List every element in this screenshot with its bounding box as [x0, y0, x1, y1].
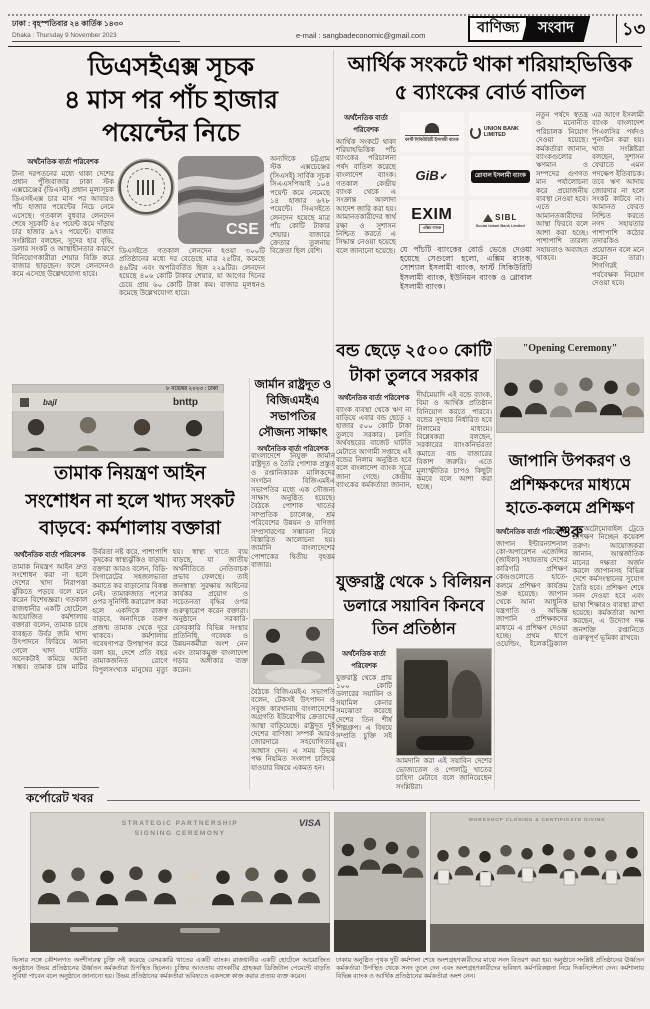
shariah-text-4: এর আগে ইসলামী ব্যাংক বাংলাদেশ পিএলসির পর্ষদও পুনর্গঠন করা হয়। খাত সংশ্লিষ্টরা বলছেন, সুশাসন ফেরাতে এমন পদক্ষেপ ইতিবাচক। তবে ঋণ আদায় জোরদার না হলে সংকট কাটবে না। আমানত ফেরত নিশ্চিত করতে নগদ সহায়তার পাশাপাশি কঠোর তদারকিও প্রয়োজন বলে মনে করেন তারা। শিগগিরই পর্যবেক্ষক নিয়োগ দেওয়া হবে।	[592, 112, 644, 288]
global-islami-bank-label: গ্লোবাল ইসলামী ব্যাংক	[471, 170, 530, 183]
global-islami-bank-logo	[469, 156, 533, 196]
dsex-headline	[12, 51, 330, 150]
dateline	[12, 19, 180, 42]
shariah-headline	[336, 51, 644, 107]
workshop-banner-org: bajl	[43, 397, 57, 407]
sibl-logo	[469, 200, 533, 240]
certificate-photo	[430, 812, 644, 952]
certificate-photo-figures	[430, 830, 644, 952]
german-headline-line1: জার্মান রাষ্ট্রদূত ও	[254, 379, 332, 391]
corporate-caption-left: ভিসার সঙ্গে কৌশলগত অংশীদারত্ব চুক্তি সই করেছে বেসরকারি খাতের একটি ব্যাংক। রাজধানীর একটি হোটেলে আয়োজিত অনুষ্ঠানে উভয় প্রতিষ্ঠানের ঊর্ধ্বতন কর্মকর্তারা উপস্থিত ছিলেন। চুক্তির আওতায় ব্যাংকটির গ্রাহকরা ডিজিটাল পেমেন্টে বাড়তি সুবিধা পাবেন বলে অনুষ্ঠানে জানানো হয়। উভয় প্রতিষ্ঠানের কর্মকর্তারা ভবিষ্যতে একসঙ্গে কাজ করার প্রত্যয় ব্যক্ত করেন।	[12, 957, 330, 981]
shariah-headline-line2: ৫ ব্যাংকের বোর্ড বাতিল	[394, 81, 586, 104]
shariah-body	[336, 112, 644, 334]
bond-byline: অর্থনৈতিক বার্তা পরিবেশক	[338, 395, 410, 402]
bond-text: ব্যাংক ব্যবস্থা থেকে ঋণ না বাড়িয়ে এবার বন্ড ছেড়ে ২ হাজার ৫০০ কোটি টাকা তুলবে সরকার। চলতি অর্থবছরের বাজেট ঘাটতি মেটাতে আগামী সপ্তাহে এই বন্ডের নিলাম অনুষ্ঠিত হবে বলে বাংলাদেশ ব্যাংক সূত্রে জানা গেছে। কেন্দ্রীয় ব্যাংকের কর্মকর্তারা জানান, দীর্ঘমেয়াদি এই বন্ডে ব্যাংক, বিমা ও আর্থিক প্রতিষ্ঠান বিনিয়োগ করতে পারবে। বন্ডের সুদহার নির্ধারিত হবে নিলামের মাধ্যমে। বিশ্লেষকরা বলছেন, সরকারের ব্যাংকনির্ভরতা কমাতে বন্ড বাজারের বিকাশ জরুরি। এতে মূল্যস্ফীতির চাপও কিছুটা কমবে বলে আশা করা হচ্ছে।	[336, 392, 492, 492]
shariah-text-3: নতুন পর্ষদে স্বতন্ত্র ও মনোনীত পরিচালক নিয়োগ দেওয়া হয়েছে। কর্মকর্তারা জানান, ব্যাংকগুলোর ঋণমান ও সম্পদের গুণগত মান পর্যালোচনা করে প্রয়োজনীয় ব্যবস্থা নেওয়া হবে। এতে আমানতকারীদের আস্থা ফিরবে বলে আশা করা হচ্ছে। পাশাপাশি তারল্য সহায়তাও অব্যাহত থাকবে।	[536, 112, 588, 262]
header-rule	[8, 46, 642, 47]
union-bank-label: UNION BANK LIMITED	[483, 126, 519, 138]
cse-logo-graphic	[178, 156, 264, 244]
opening-ceremony-banner: "Opening Ceremony"	[496, 337, 644, 359]
exim-bank-logo	[400, 200, 464, 240]
first-security-bank-logo	[400, 112, 464, 152]
german-meeting-photo	[253, 619, 334, 684]
sibl-mountain-icon	[483, 214, 493, 222]
workshop-photo-date: ৮ নভেম্বর ২০২৩ : ঢাকা	[166, 386, 218, 392]
corporate-photo-2-figures	[334, 812, 426, 952]
german-photo-figures	[253, 619, 334, 684]
bond-body	[336, 392, 492, 568]
sibl-label: SIBL	[495, 212, 518, 222]
masthead-secondary-label: সংবাদ	[538, 20, 575, 36]
dse-building-icon	[137, 180, 155, 195]
column-rule	[494, 338, 495, 790]
exim-label: EXIM	[411, 206, 453, 223]
masthead-primary: বাণিজ্য	[468, 16, 528, 42]
soybean-column-1	[336, 648, 392, 792]
arch-icon	[425, 123, 439, 133]
corporate-caption-right: ঢাকায় অনুষ্ঠিত পৃথক দুটি কর্মশালা শেষে অংশগ্রহণকারীদের মাঝে সনদ বিতরণ করা হয়। অনুষ্ঠানে সংশ্লিষ্ট প্রতিষ্ঠানের ঊর্ধ্বতন কর্মকর্তারা উপস্থিত থেকে সনদ তুলে দেন এবং অংশগ্রহণকারীদের ভবিষ্যৎ কর্মপরিকল্পনা নিয়ে দিকনির্দেশনা দেন। কর্মশালায় বিভিন্ন ব্যাংক ও আর্থিক প্রতিষ্ঠানের কর্মকর্তারা অংশ নেন।	[336, 957, 644, 981]
japan-body	[496, 526, 644, 791]
dsex-column-1	[12, 156, 114, 378]
visa-banner-line2: SIGNING CEREMONY	[134, 829, 226, 837]
german-text-2: বৈঠকে বিজিএমইএ সভাপতি বলেন, টেকসই উৎপাদন ও সবুজ কারখানায় বাংলাদেশের অগ্রগতি ইউরোপীয় ক্রেতাদের আস্থা বাড়িয়েছে। রাষ্ট্রদূত দুই দেশের বাণিজ্য সম্পর্ক আরও জোরদারে সহযোগিতার আশ্বাস দেন। এ সময় উভয় পক্ষ নিয়মিত সংলাপ চালিয়ে যাওয়ার বিষয়ে একমত হন।	[251, 689, 335, 772]
svg-text:CSE: CSE	[226, 221, 259, 238]
union-bank-icon	[470, 126, 481, 139]
shariah-text-1: আর্থিক সংকটে থাকা শরিয়াহভিত্তিক পাঁচ ব্যাংকের পরিচালনা পর্ষদ বাতিল করেছে বাংলাদেশ ব্যাংক। গতকাল কেন্দ্রীয় ব্যাংক থেকে এ সংক্রান্ত আলাদা আদেশ জারি করা হয়। আমানতকারীদের স্বার্থ রক্ষা ও সুশাসন নিশ্চিত করতে এ সিদ্ধান্ত নেওয়া হয়েছে বলে জানানো হয়েছে।	[336, 138, 396, 255]
column-rule	[249, 378, 250, 790]
dateline-english: Dhaka : Thursday 9 November 2023	[12, 32, 117, 39]
workshop-photo-banner	[12, 393, 224, 411]
soybean-column-2	[396, 648, 492, 792]
soybean-body	[336, 648, 492, 792]
soybean-headline	[336, 571, 492, 642]
masthead	[468, 16, 587, 42]
dsex-text-1: টানা দরপতনের মধ্যে থাকা দেশের প্রধান পুঁজিবাজার ঢাকা স্টক এক্সচেঞ্জের (ডিএসই) প্রধান মূল্যসূচক ডিএসইএক্স চার মাস পর আবারও পাঁচ হাজার পয়েন্টের নিচে নেমে এসেছে। গতকাল বুধবার লেনদেন শেষে সূচকটি ৪৫ পয়েন্ট কমে দাঁড়ায় চার হাজার ৯৭২ পয়েন্টে। বাজার সংশ্লিষ্টরা বলছেন, সুদের হার বৃদ্ধি, ডলার সংকট ও আস্থাহীনতার কারণে বিনিয়োগকারীরা শেয়ার বিক্রি করে বাজার ছাড়ছেন। ফলে লেনদেনও কমে এসেছে উল্লেখযোগ্য হারে।	[12, 170, 114, 279]
sibl-sub-label: Social Islami Bank Limited	[475, 222, 525, 228]
dsex-text-3: অন্যদিকে চট্টগ্রাম স্টক এক্সচেঞ্জের (সিএসই) সার্বিক সূচক সিএএসপিআই ১০৪ পয়েন্ট কমে নেমেছে ১৪ হাজার ৬৭৮ পয়েন্টে। সিএসইতে লেনদেন হয়েছে মাত্র পাঁচ কোটি টাকার শেয়ার। বাজারে ক্রেতার তুলনায় বিক্রেতা ছিল বেশি।	[270, 156, 330, 256]
dsex-text-2: ডিএসইতে গতকাল লেনদেন হওয়া ৩০০টি প্রতিষ্ঠানের মধ্যে দর বেড়েছে মাত্র ২৫টির, কমেছে ৪৬টির এবং অপরিবর্তিত ছিল ২২৯টির। লেনদেন হয়েছে ৪০৬ কোটি টাকার শেয়ার, যা আগের দিনের চেয়ে প্রায় ৬০ কোটি টাকা কম। বাজার মূলধনও কমেছে উল্লেখযোগ্য হারে।	[119, 248, 265, 298]
exchange-logos	[119, 156, 265, 244]
german-headline-line3: সভাপতির	[270, 411, 316, 423]
german-byline: অর্থনৈতিক বার্তা পরিবেশক	[257, 446, 329, 453]
bank-logos	[400, 112, 532, 240]
cse-logo	[178, 156, 264, 244]
visa-photo-figures	[30, 857, 330, 952]
tobacco-headline	[12, 459, 248, 542]
soybean-headline-line2: ডলারে সয়াবিন কিনবে	[343, 597, 485, 615]
dateline-bangla: ঢাকা : বৃহস্পতিবার ২৪ কার্তিক ১৪৩০	[12, 19, 124, 28]
tobacco-body	[12, 549, 248, 792]
tobacco-headline-line2: সংশোধন না হলে খাদ্য সংকট	[25, 489, 235, 511]
workshop-people-figures	[12, 411, 224, 458]
soybean-byline: অর্থনৈতিক বার্তা পরিবেশক	[342, 651, 386, 670]
shariah-center-column	[400, 112, 532, 334]
german-text-1: বাংলাদেশে নিযুক্ত জার্মান রাষ্ট্রদূত ও তৈরি পোশাক প্রস্তুত ও রপ্তানিকারক মালিকদের সংগঠন বিজিএমইএ সভাপতির মধ্যে এক সৌজন্য সাক্ষাৎ অনুষ্ঠিত হয়েছে। বৈঠকে পোশাক খাতের সাম্প্রতিক চ্যালেঞ্জ, শ্রম পরিবেশের উন্নয়ন ও বাণিজ্য সম্প্রসারণের সম্ভাবনা নিয়ে বিস্তারিত আলোচনা হয়। জার্মানি বাংলাদেশের পোশাকের দ্বিতীয় বৃহত্তম বাজার।	[251, 453, 335, 570]
exim-sub-label: এক্সিম ব্যাংক	[419, 224, 444, 233]
shariah-column-1	[336, 112, 396, 334]
soybean-headline-line1: যুক্তরাষ্ট্র থেকে ১ বিলিয়ন	[336, 574, 492, 591]
tobacco-headline-line3: বাড়বে: কর্মশালায় বক্তারা	[39, 517, 221, 538]
workshop-banner-brand: bnttp	[173, 396, 198, 408]
dsex-byline: অর্থনৈতিক বার্তা পরিবেশক	[27, 159, 99, 166]
shariah-byline: অর্থনৈতিক বার্তা পরিবেশক	[344, 115, 388, 134]
soybean-photo-shape	[404, 660, 448, 718]
dsex-headline-line1: ডিএসইএক্স সূচক	[88, 53, 254, 81]
shariah-headline-line1: আর্থিক সংকটে থাকা শরিয়াহভিত্তিক	[347, 53, 633, 76]
corporate-section-header	[24, 787, 640, 810]
corporate-section-label: কর্পোরেট খবর	[24, 787, 99, 810]
tobacco-text: তামাক নিয়ন্ত্রণ আইন দ্রুত সংশোধন করা না হলে দেশের খাদ্য নিরাপত্তা ঝুঁকিতে পড়বে বলে মনে করেন বিশেষজ্ঞরা। গতকাল রাজধানীর একটি হোটেলে আয়োজিত কর্মশালায় বক্তারা বলেন, তামাক চাষে ব্যবহৃত উর্বর জমি খাদ্য উৎপাদনে ফিরিয়ে আনা গেলে খাদ্য ঘাটতি অনেকটাই কমিয়ে আনা সম্ভব। তামাক চাষ মাটির উর্বরতা নষ্ট করে, পাশাপাশি কৃষকের স্বাস্থ্যঝুঁকিও বাড়ায়। বক্তারা আরও বলেন, বিড়ি-সিগারেটের সহজলভ্যতা কমাতে কর বাড়ানোর বিকল্প নেই। তামাকজাত পণ্যের ওপর সুনির্দিষ্ট করারোপ করা হলে একদিকে রাজস্ব বাড়বে, অন্যদিকে তরুণ প্রজন্ম তামাক থেকে দূরে থাকবে। কর্মশালায় গবেষণাপত্র উপস্থাপন করে বলা হয়, দেশে প্রতি বছর তামাকজনিত রোগে বিপুলসংখ্যক মানুষের মৃত্যু হয়। স্বাস্থ্য খাতে ব্যয় বাড়ছে, যা জাতীয় অর্থনীতিতে নেতিবাচক প্রভাব ফেলছে। তাই জনস্বাস্থ্য সুরক্ষায় আইনের কার্যকর প্রয়োগ ও সচেতনতা বৃদ্ধির ওপর গুরুত্বারোপ করেন বক্তারা। অনুষ্ঠানে সরকারি-বেসরকারি বিভিন্ন সংস্থার প্রতিনিধি, গবেষক ও উন্নয়নকর্মীরা অংশ নেন এবং তামাকমুক্ত বাংলাদেশ গড়ার অঙ্গীকার ব্যক্ত করেন।	[12, 549, 248, 674]
bond-headline-line2: টাকা তুলবে সরকার	[349, 365, 479, 385]
soybean-text-1: যুক্তরাষ্ট্র থেকে প্রায় ১০০ কোটি ডলারের সয়াবিন ও সয়ামিল কেনার সমঝোতা করেছে দেশের তিন শীর্ষ শিল্পগ্রুপ। এ বিষয়ে সম্প্রতি চুক্তি সই হয়।	[336, 674, 392, 749]
dse-logo	[119, 160, 173, 214]
gib-swoosh-icon: ✔	[439, 172, 448, 183]
visa-banner-text	[80, 819, 280, 838]
union-bank-logo	[469, 112, 533, 152]
certificate-photo-banner: WORKSHOP CLOSING & CERTIFICATE GIVING	[468, 818, 606, 823]
first-security-bank-label: ফার্স্ট সিকিউরিটি ইসলামী ব্যাংক	[404, 136, 459, 142]
gib-label: GiB	[415, 168, 439, 183]
workshop-photo	[12, 384, 224, 458]
japan-headline-line3: হাতে-কলমে প্রশিক্ষণ শুরু	[505, 500, 635, 541]
german-headline-line4: সৌজন্য সাক্ষাৎ	[258, 427, 328, 439]
org-logo-icon	[20, 398, 29, 407]
page-number: ১৩	[616, 15, 645, 43]
soybean-headline-line3: তিন প্রতিষ্ঠান	[372, 621, 456, 638]
opening-photo-figures	[496, 359, 644, 433]
soybean-photo	[396, 648, 492, 756]
tobacco-headline-line1: তামাক নিয়ন্ত্রণ আইন	[54, 462, 206, 483]
german-headline-line2: বিজিএমইএ	[266, 395, 320, 407]
dsex-headline-line3: পয়েন্টের নিচে	[102, 119, 240, 147]
gib-logo	[400, 156, 464, 196]
japan-text: জাপান ইন্টারন্যাশনাল কো-অপারেশন এজেন্সির (জাইকা) সহায়তায় দেশের কারিগরি প্রশিক্ষণ কেন্দ্রগুলোতে হাতে-কলমে প্রশিক্ষণ কার্যক্রম শুরু হয়েছে। জাপান থেকে আনা আধুনিক যন্ত্রপাতি ও অভিজ্ঞ জাপানি প্রশিক্ষকদের মাধ্যমে এ প্রশিক্ষণ দেওয়া হচ্ছে। প্রথম ধাপে ওয়েল্ডিং, ইলেকট্রিক্যাল ও অটোমোবাইল ট্রেডে প্রশিক্ষণ নিচ্ছেন কয়েকশ তরুণ। আয়োজকরা জানান, আন্তর্জাতিক মানের দক্ষতা অর্জন করলে জাপানসহ বিভিন্ন দেশে কর্মসংস্থানের সুযোগ তৈরি হবে। প্রশিক্ষণ শেষে সনদ দেওয়া হবে এবং ভাষা শিক্ষারও ব্যবস্থা রাখা হয়েছে। কর্মকর্তারা আশা করছেন, এ উদ্যোগ দক্ষ জনশক্তি রপ্তানিতে গুরুত্বপূর্ণ ভূমিকা রাখবে।	[496, 526, 644, 649]
japan-headline-line1: জাপানি উপকরণ ও	[508, 453, 632, 470]
opening-ceremony-photo	[496, 337, 644, 433]
dsex-body	[12, 156, 330, 378]
japan-byline: অর্থনৈতিক বার্তা পরিবেশক	[496, 529, 568, 536]
masthead-secondary	[522, 16, 590, 42]
soybean-text-2: আমদানি করা এই সয়াবিন দেশের ভোজ্যতেল ও পোলট্রি খাতের চাহিদা মেটাবে বলে জানিয়েছেন সংশ্লিষ্টরা।	[396, 758, 492, 791]
soybean-photo-shape	[416, 736, 474, 750]
soybean-photo-shape	[452, 670, 482, 718]
shariah-center-text: যে পাঁচটি ব্যাংকের বোর্ড ভেঙে দেওয়া হয়েছে সেগুলো হলো, এক্সিম ব্যাংক, সোশ্যাল ইসলামী ব্যাংক, ফার্স্ট সিকিউরিটি ইসলামী ব্যাংক, ইউনিয়ন ব্যাংক ও গ্লোবাল ইসলামী ব্যাংক।	[400, 245, 532, 291]
corporate-photo-2	[334, 812, 426, 952]
dsex-column-2	[119, 156, 265, 378]
visa-banner-line1: STRATEGIC PARTNERSHIP	[121, 820, 239, 827]
email-address: e-mail : sangbadeconomic@gmail.com	[296, 31, 426, 40]
visa-signing-photo	[30, 812, 330, 952]
corporate-section-rule	[107, 800, 640, 801]
bond-headline	[336, 339, 492, 388]
german-headline	[251, 377, 335, 441]
japan-headline-line2: প্রশিক্ষকদের মাধ্যমে	[509, 476, 631, 494]
visa-logo: VISA	[298, 818, 321, 829]
dsex-headline-line2: ৪ মাস পর পাঁচ হাজার	[64, 86, 278, 114]
dse-logo-core	[127, 168, 165, 206]
tobacco-byline: অর্থনৈতিক বার্তা পরিবেশক	[14, 552, 86, 559]
bond-headline-line1: বন্ড ছেড়ে ২৫০০ কোটি	[336, 341, 492, 360]
